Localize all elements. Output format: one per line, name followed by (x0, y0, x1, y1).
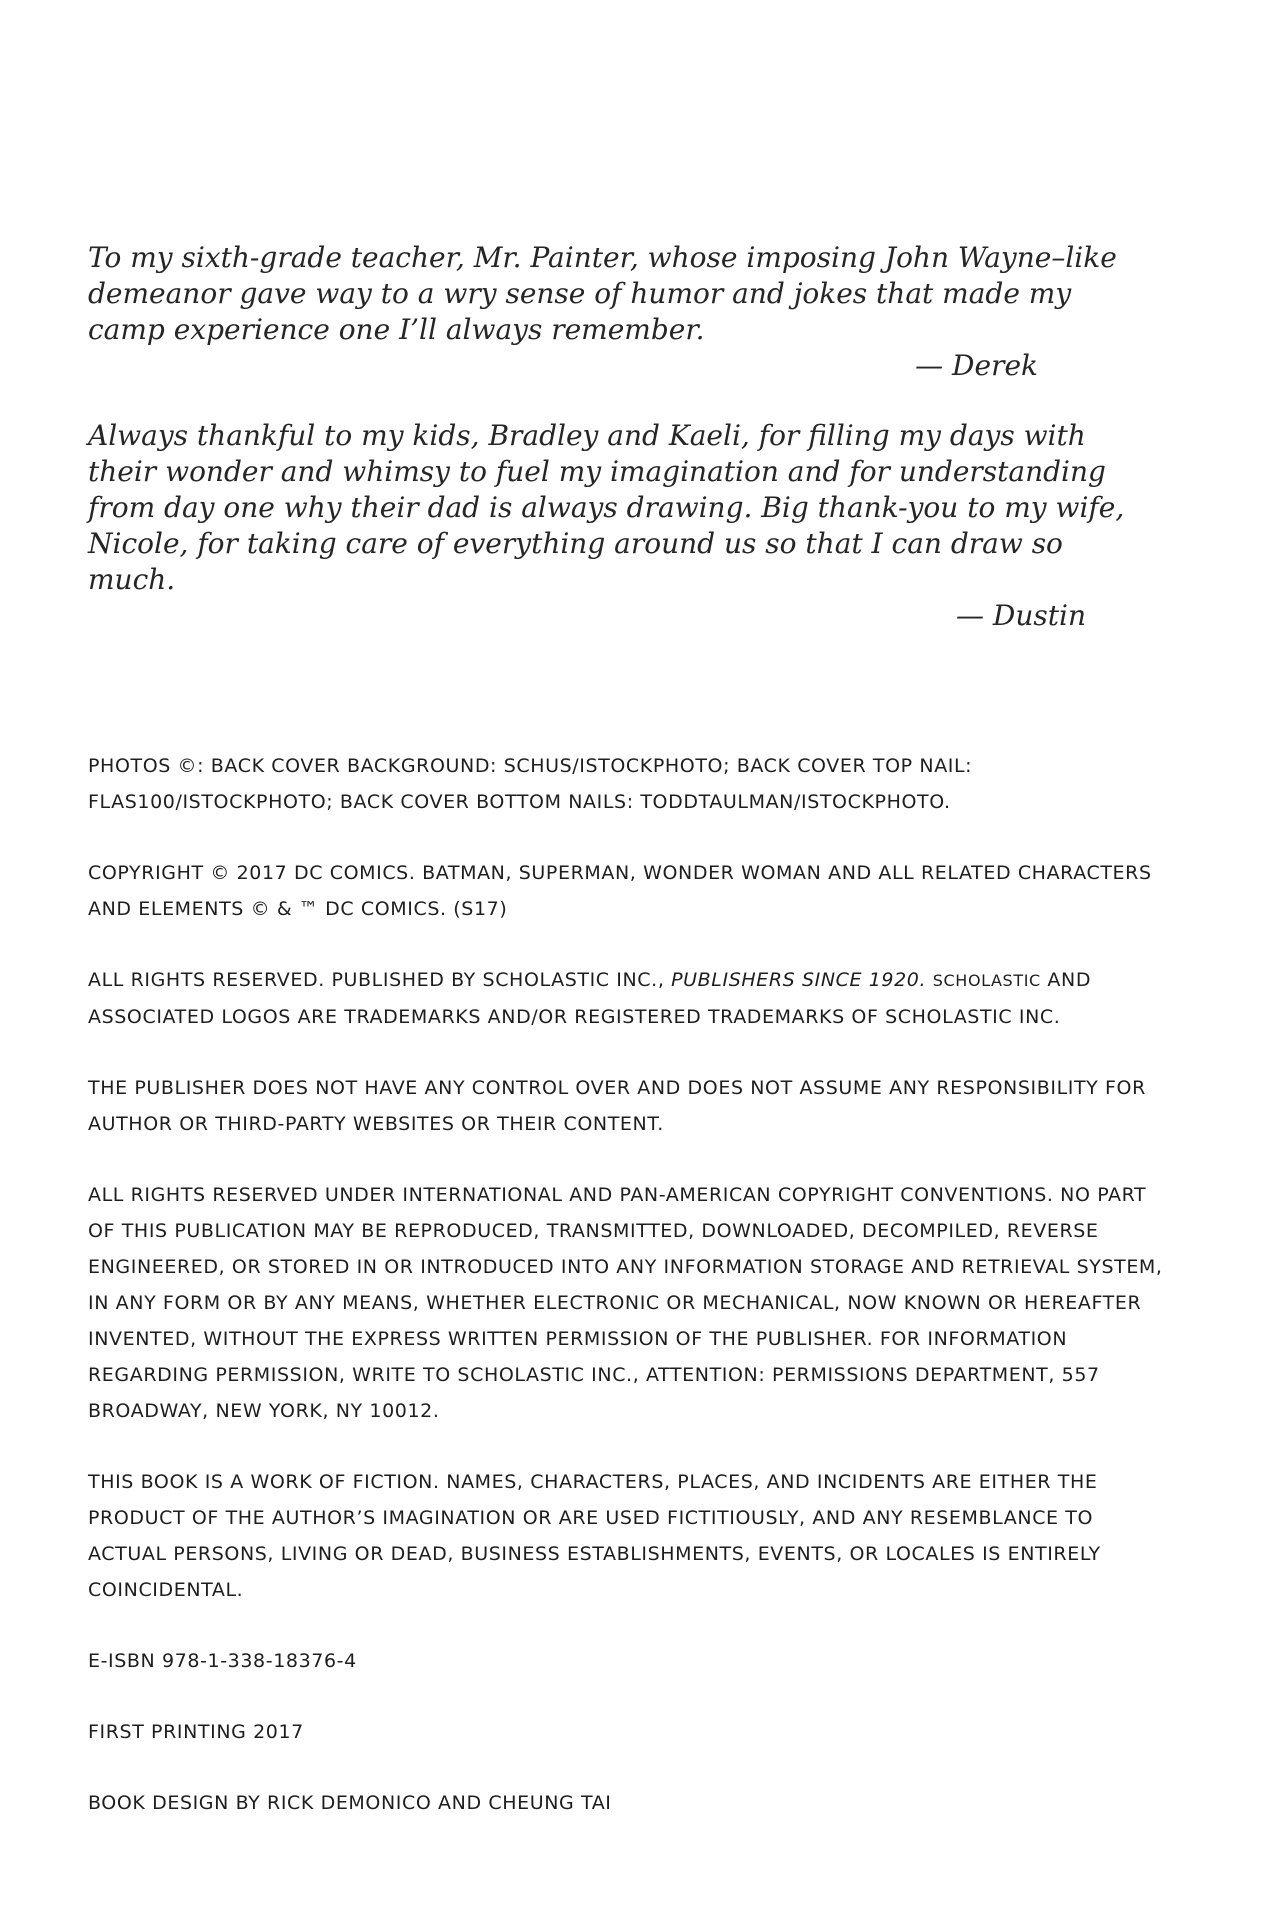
rights-lead: ALL RIGHTS RESERVED. PUBLISHED BY SCHOLASTIC INC., (88, 969, 665, 991)
dedication-signoff: — Dustin (956, 599, 1086, 632)
publisher-disclaimer: THE PUBLISHER DOES NOT HAVE ANY CONTROL OVER AND DOES NOT ASSUME ANY RESPONSIBILITY FOR AUTHOR OR THIRD-PARTY WEBSITES OR THEIR CONTENT. (88, 1077, 1146, 1135)
scholastic-brand: SCHOLASTIC (932, 971, 1041, 990)
publishers-since: PUBLISHERS SINCE 1920. (671, 969, 927, 991)
trademark-notice: AND ASSOCIATED LOGOS ARE TRADEMARKS AND/OR REGISTERED TRADEMARKS OF SCHOLASTIC INC. (88, 969, 1092, 1028)
copyright-page-legal (88, 748, 1168, 1821)
dedication-dustin (88, 418, 1148, 634)
copyright-notice: COPYRIGHT © 2017 DC COMICS. BATMAN, SUPERMAN, WONDER WOMAN AND ALL RELATED CHARACTERS AND ELEMENTS © & ™ DC COMICS. (S17) (88, 862, 1152, 920)
printing-line: FIRST PRINTING 2017 (88, 1721, 304, 1743)
rights-reserved (88, 962, 1168, 1035)
dedication-signoff: — Derek (915, 349, 1038, 382)
copyright-conventions: ALL RIGHTS RESERVED UNDER INTERNATIONAL AND PAN-AMERICAN COPYRIGHT CONVENTIONS. NO PART OF THIS PUBLICATION MAY BE REPRODUCED, TRANSMITTED, DOWNLOADED, DECOMPILED, REVERSE ENGINEERED, OR STORED IN OR INTRODUCED INTO ANY INFORMATION STORAGE AND RETRIEVAL SYSTEM, IN ANY FORM OR BY ANY MEANS, WHETHER ELECTRONIC OR MECHANICAL, NOW KNOWN OR HEREAFTER INVENTED, WITHOUT THE EXPRESS WRITTEN PERMISSION OF THE PUBLISHER. FOR INFORMATION REGARDING PERMISSION, WRITE TO SCHOLASTIC INC., ATTENTION: PERMISSIONS DEPARTMENT, 557 BROADWAY, NEW YORK, NY 10012. (88, 1184, 1163, 1422)
dedications-section (88, 240, 1148, 634)
book-design-credit: BOOK DESIGN BY RICK DEMONICO AND CHEUNG TAI (88, 1792, 612, 1814)
photo-credits: PHOTOS ©: BACK COVER BACKGROUND: SCHUS/ISTOCKPHOTO; BACK COVER TOP NAIL: FLAS100/ISTOCKPHOTO; BACK COVER BOTTOM NAILS: TODDTAULMAN/ISTOCKPHOTO. (88, 755, 973, 813)
dedication-derek (88, 240, 1148, 384)
dedication-text: Always thankful to my kids, Bradley and Kaeli, for filling my days with their wonder and whimsy to fuel my imagination and for understanding from day one why their dad is always drawing. Big thank-you to my wife, Nicole, for taking care of everything around us so that I can draw so much. (88, 419, 1125, 596)
fiction-disclaimer: THIS BOOK IS A WORK OF FICTION. NAMES, CHARACTERS, PLACES, AND INCIDENTS ARE EITHER THE PRODUCT OF THE AUTHOR’S IMAGINATION OR ARE USED FICTITIOUSLY, AND ANY RESEMBLANCE TO ACTUAL PERSONS, LIVING OR DEAD, BUSINESS ESTABLISHMENTS, EVENTS, OR LOCALES IS ENTIRELY COINCIDENTAL. (88, 1471, 1101, 1601)
dedication-text: To my sixth-grade teacher, Mr. Painter, whose imposing John Wayne–like demeanor gave way to a wry sense of humor and jokes that made my camp experience one I’ll always remember. (88, 241, 1117, 346)
isbn: E-ISBN 978-1-338-18376-4 (88, 1650, 357, 1672)
